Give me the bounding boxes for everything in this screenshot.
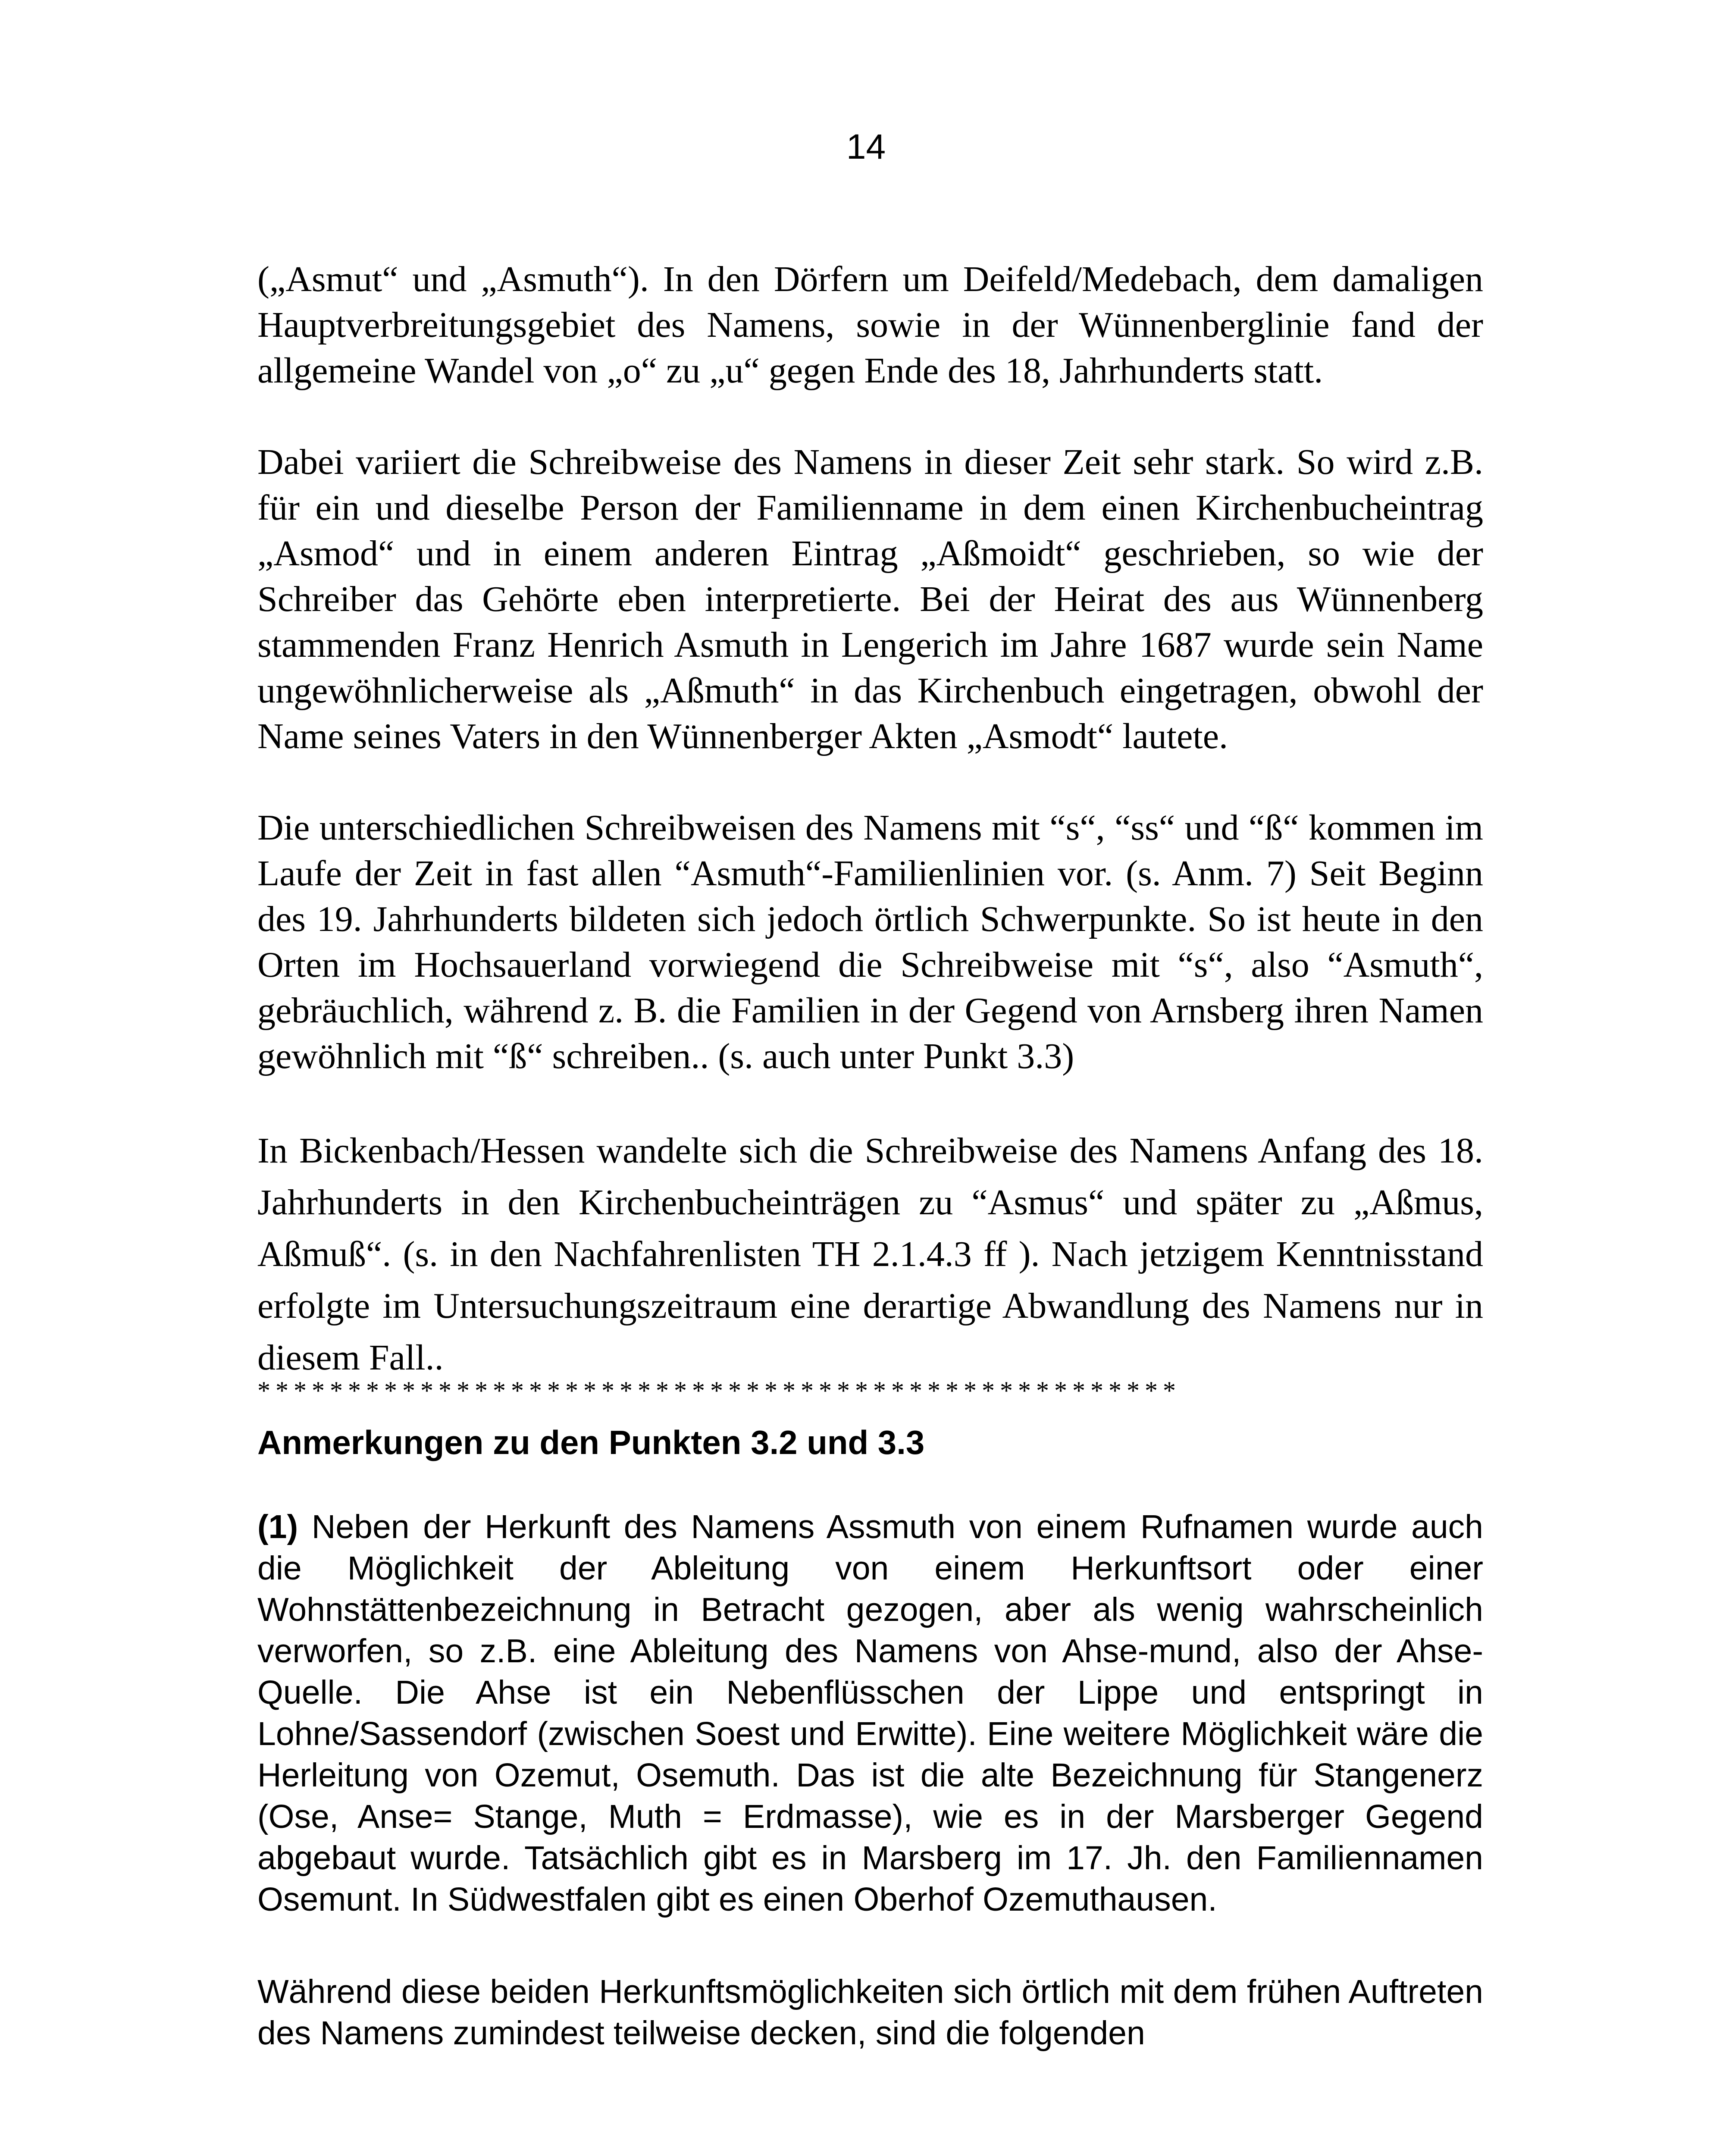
paragraph-spelling-change: („Asmut“ und „Asmuth“). In den Dörfern um Deifeld/Medebach, dem damaligen Hauptverbreitungsgebiet des Namens, sowie in der Wünnenberglinie fand der allgemeine Wandel von „o“ zu „u“ gegen Ende des 18, Jahrhunderts statt. — [257, 259, 1483, 391]
paragraph-regional-spellings: Die unterschiedlichen Schreibweisen des Namens mit “s“, “ss“ und “ß“ kommen im Laufe der Zeit in fast allen “Asmuth“-Familienlinien vor. (s. Anm. 7) Seit Beginn des 19. Jahrhunderts bildeten sich jedoch örtlich Schwerpunkte. So ist heute in den Orten im Hochsauerland vorwiegend die Schreibweise mit “s“, also “Asmuth“, gebräuchlich, während z. B. die Familien in der Gegend von Arnsberg ihren Namen gewöhnlich mit “ß“ schreiben.. (s. auch unter Punkt 3.3) — [257, 808, 1483, 1076]
page-number: 14 — [846, 127, 886, 166]
separator-stars: *************************************************** — [257, 1378, 1181, 1404]
note-1-text: Neben der Herkunft des Namens Assmuth von einem Rufnamen wurde auch die Möglichkeit der Ableitung von einem Herkunftsort oder einer Wohnstättenbezeichnung in Betracht gezogen, aber als wenig wahrscheinlich verworfen, so z.B. eine Ableitung des Namens von Ahse-mund, also der Ahse-Quelle. Die Ahse ist ein Nebenflüsschen der Lippe und entspringt in Lohne/Sassendorf (zwischen Soest und Erwitte). Eine weitere Möglichkeit wäre die Herleitung von Ozemut, Osemuth. Das ist die alte Bezeichnung für Stangenerz (Ose, Anse= Stange, Muth = Erdmasse), wie es in der Marsberger Gegend abgebaut wurde. Tatsächlich gibt es in Marsberg im 17. Jh. den Familiennamen Osemunt. In Südwestfalen gibt es einen Oberhof Ozemuthausen. — [257, 1508, 1483, 1918]
page-content — [257, 257, 1483, 2054]
note-1-label: (1) — [257, 1508, 298, 1545]
closing-paragraph: Während diese beiden Herkunftsmöglichkeiten sich örtlich mit dem frühen Auftreten des Namens zumindest teilweise decken, sind die folgenden — [257, 1973, 1483, 2052]
note-1 — [257, 1506, 1483, 1920]
notes-heading: Anmerkungen zu den Punkten 3.2 und 3.3 — [257, 1423, 925, 1461]
paragraph-bickenbach: In Bickenbach/Hessen wandelte sich die Schreibweise des Namens Anfang des 18. Jahrhunderts in den Kirchenbucheinträgen zu “Asmus“ und später zu „Aßmus, Aßmuß“. (s. in den Nachfahrenlisten TH 2.1.4.3 ff ). Nach jetzigem Kenntnisstand erfolgte im Untersuchungszeitraum eine derartige Abwandlung des Namens nur in diesem Fall.. — [257, 1131, 1483, 1378]
paragraph-spelling-variation: Dabei variiert die Schreibweise des Namens in dieser Zeit sehr stark. So wird z.B. für ein und dieselbe Person der Familienname in dem einen Kirchenbucheintrag „Asmod“ und in einem anderen Eintrag „Aßmoidt“ geschrieben, so wie der Schreiber das Gehörte eben interpretierte. Bei der Heirat des aus Wünnenberg stammenden Franz Henrich Asmuth in Lengerich im Jahre 1687 wurde sein Name ungewöhnlicherweise als „Aßmuth“ in das Kirchenbuch eingetragen, obwohl der Name seines Vaters in den Wünnenberger Akten „Asmodt“ lautete. — [257, 442, 1483, 756]
